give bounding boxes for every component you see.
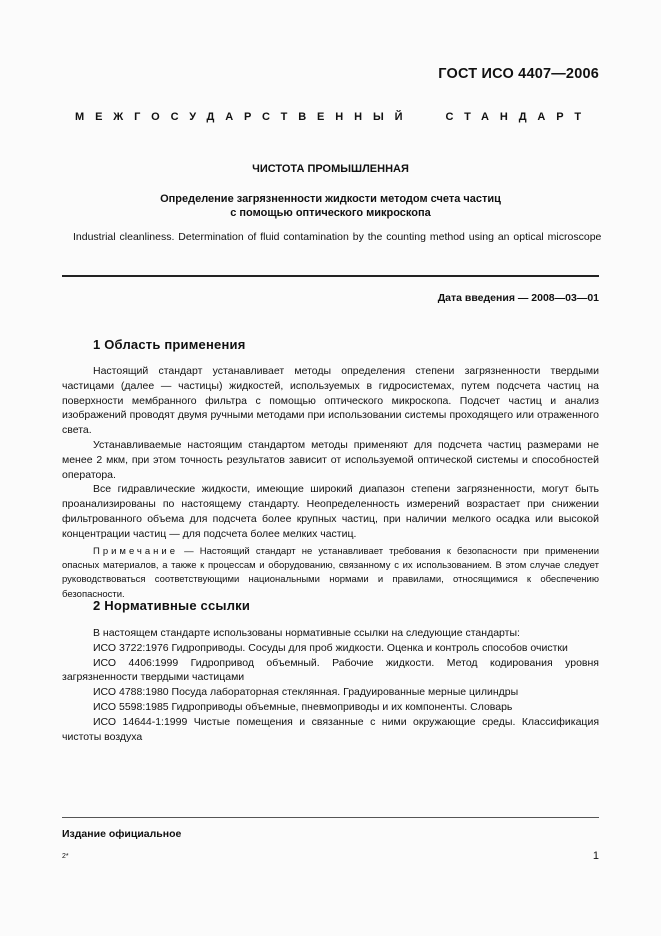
reference-item: ИСО 3722:1976 Гидроприводы. Сосуды для проб жидкости. Оценка и контроль способов очистки bbox=[93, 641, 568, 654]
paragraph: В настоящем стандарте использованы нормативные ссылки на следующие стандарты: bbox=[93, 627, 520, 639]
introduction-date: Дата введения — 2008—03—01 bbox=[437, 292, 599, 304]
paragraph: Все гидравлические жидкости, имеющие широкий диапазон степени загрязненности, могут быть проанализированы по настоящему стандарту. Неопределенность измерений возрастает при снижении фильтрованного объема для подсчета более крупных частиц, при наличии мелкого осадка или высокой концентрации частиц — для подсчета более мелких частиц. bbox=[62, 483, 599, 540]
header-divider bbox=[62, 275, 599, 277]
section-1-body bbox=[62, 364, 599, 602]
reference-item: ИСО 4788:1980 Посуда лабораторная стеклянная. Градуированные мерные цилиндры bbox=[93, 686, 519, 699]
section-1-heading: 1 Область применения bbox=[93, 337, 246, 352]
reference-item: ИСО 4406:1999 Гидропривод объемный. Рабочие жидкости. Метод кодирования уровня загрязненности твердыми частицами bbox=[62, 656, 599, 684]
section-2-heading: 2 Нормативные ссылки bbox=[93, 598, 251, 613]
note-label: Примечание bbox=[93, 545, 178, 557]
footer-divider bbox=[62, 817, 599, 818]
note-paragraph bbox=[62, 545, 599, 603]
document-code: ГОСТ ИСО 4407—2006 bbox=[438, 66, 599, 82]
note-text: — Настоящий стандарт не устанавливает требования к безопасности при применении опасных материалов, а также к процессам и оборудованию, связанному с их использованием. В этом случае следует руководствоваться соответствующими национальными нормами и правилами, относящимися к обеспечению безопасности. bbox=[62, 545, 599, 600]
paragraph: Настоящий стандарт устанавливает методы определения степени загрязненности твердыми частицами (далее — частицы) жидкостей, используемых в гидросистемах, путем подсчета частиц на поверхности мембранного фильтра с помощью оптического микроскопа. Подсчет частиц и анализ изображений проводят двумя ручными методами при использовании системы проходящего или отраженного света. bbox=[62, 365, 599, 437]
document-title: ЧИСТОТА ПРОМЫШЛЕННАЯ bbox=[252, 163, 409, 175]
signature-mark: 2* bbox=[62, 853, 69, 860]
interstate-standard-banner bbox=[75, 111, 592, 127]
document-subtitle bbox=[0, 192, 661, 220]
section-2-body bbox=[62, 626, 599, 744]
english-title: Industrial cleanliness. Determination of fluid contamination by the counting method using an optical microscope bbox=[73, 231, 602, 243]
standard-word: СТАНДАРТ bbox=[445, 111, 592, 123]
reference-item: ИСО 14644-1:1999 Чистые помещения и связанные с ними окружающие среды. Классификация чистоты воздуха bbox=[62, 715, 599, 743]
page-number: 1 bbox=[592, 850, 599, 862]
subtitle-line-1: Определение загрязненности жидкости методом счета частиц bbox=[160, 193, 501, 205]
interstate-word: МЕЖГОСУДАРСТВЕННЫЙ bbox=[75, 111, 414, 123]
paragraph: Устанавливаемые настоящим стандартом методы применяют для подсчета частиц размерами не менее 2 мкм, при этом точность результатов зависит от используемой оптической системы и способностей оператора. bbox=[62, 438, 599, 481]
reference-item: ИСО 5598:1985 Гидроприводы объемные, пневмоприводы и их компоненты. Словарь bbox=[93, 700, 513, 713]
subtitle-line-2: с помощью оптического микроскопа bbox=[230, 207, 431, 219]
edition-label: Издание официальное bbox=[62, 828, 182, 840]
